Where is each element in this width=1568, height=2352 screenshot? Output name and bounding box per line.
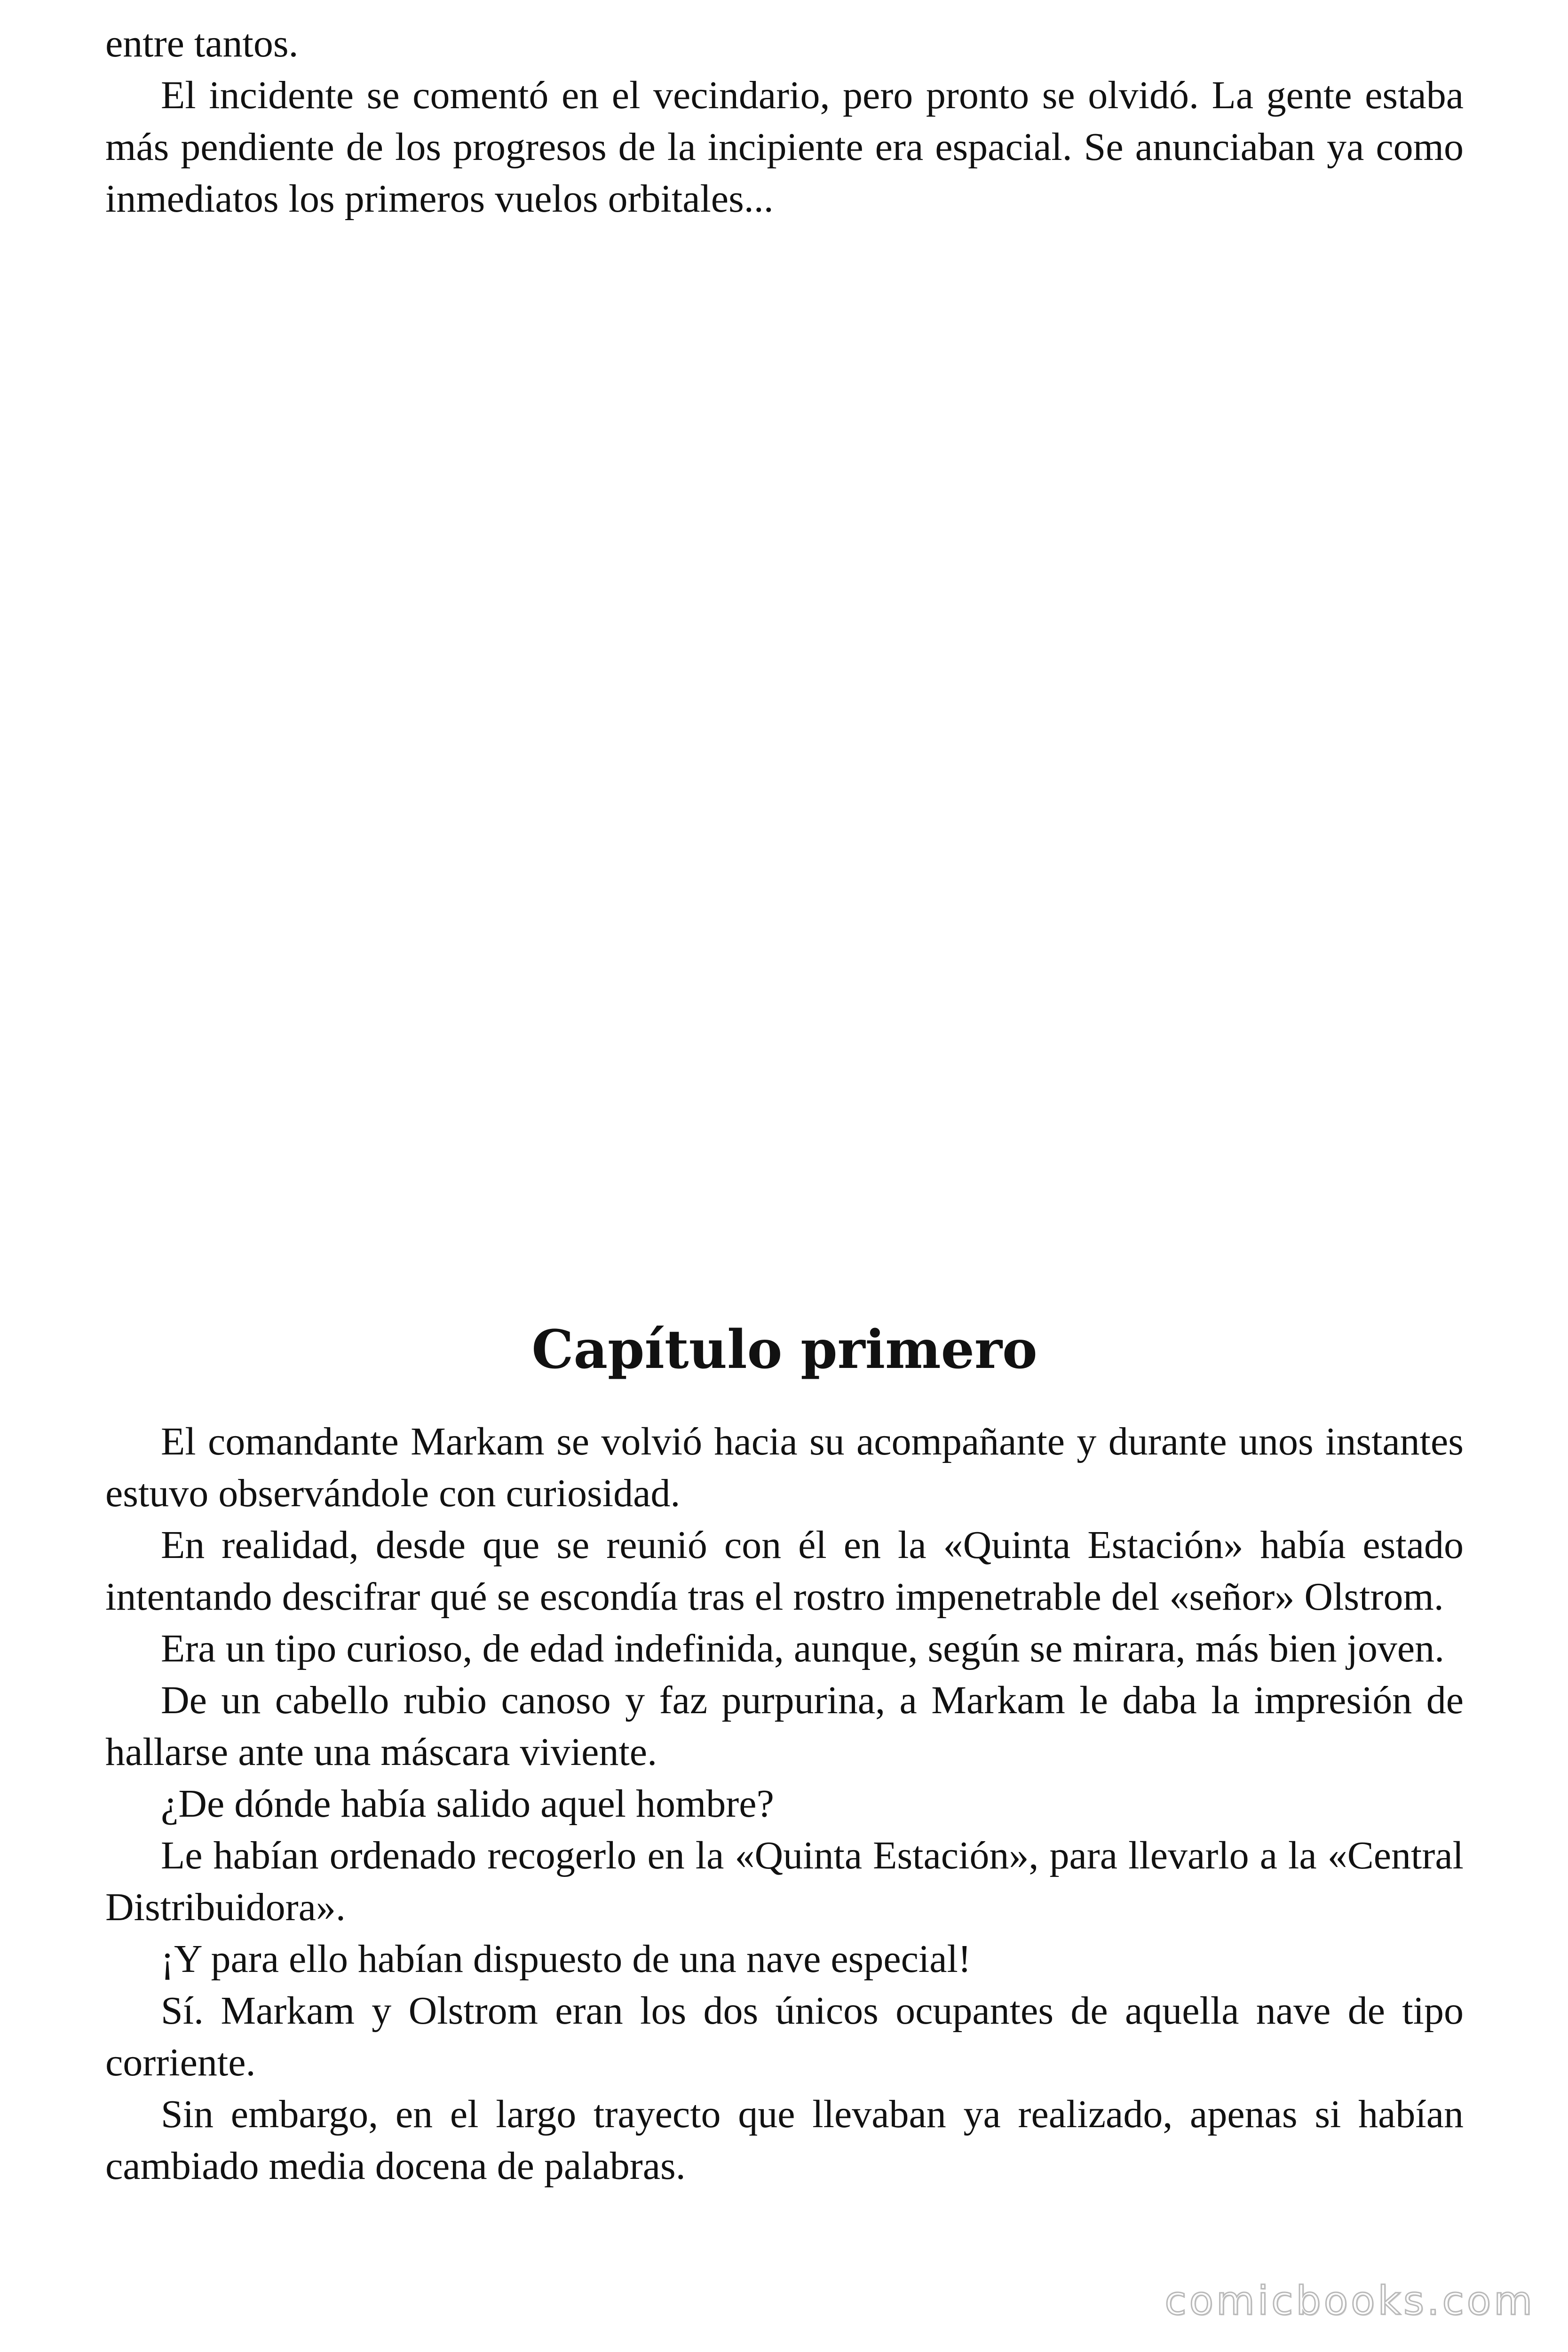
paragraph: El incidente se comentó en el vecindario, pero pronto se olvidó. La gente estaba más pendiente de los progresos de la incipiente era espacial. Se anunciaban ya como inmediatos los primeros vuelos orbitales... bbox=[105, 73, 1464, 221]
paragraph: Le habían ordenado recogerlo en la «Quinta Estación», para llevarlo a la «Central Distribuidora». bbox=[105, 1834, 1464, 1929]
paragraph: ¿De dónde había salido aquel hombre? bbox=[161, 1782, 774, 1826]
paragraph: El comandante Markam se volvió hacia su acompañante y durante unos instantes estuvo observándole con curiosidad. bbox=[105, 1420, 1464, 1515]
preceding-text bbox=[105, 18, 1464, 225]
paragraph: ¡Y para ello habían dispuesto de una nave especial! bbox=[161, 1937, 971, 1981]
paragraph: En realidad, desde que se reunió con él en la «Quinta Estación» había estado intentando descifrar qué se escondía tras el rostro impenetrable del «señor» Olstrom. bbox=[105, 1523, 1464, 1619]
paragraph: Sin embargo, en el largo trayecto que llevaban ya realizado, apenas si habían cambiado media docena de palabras. bbox=[105, 2092, 1464, 2188]
paragraph: entre tantos. bbox=[105, 22, 299, 65]
paragraph: Era un tipo curioso, de edad indefinida, aunque, según se mirara, más bien joven. bbox=[161, 1627, 1445, 1670]
chapter-body bbox=[105, 1416, 1464, 2192]
chapter-title: Capítulo primero bbox=[531, 1319, 1037, 1381]
paragraph: Sí. Markam y Olstrom eran los dos únicos ocupantes de aquella nave de tipo corriente. bbox=[105, 1989, 1464, 2084]
watermark-text: comicbooks.com bbox=[1164, 2278, 1535, 2324]
paragraph: De un cabello rubio canoso y faz purpurina, a Markam le daba la impresión de hallarse ante una máscara viviente. bbox=[105, 1678, 1464, 1774]
